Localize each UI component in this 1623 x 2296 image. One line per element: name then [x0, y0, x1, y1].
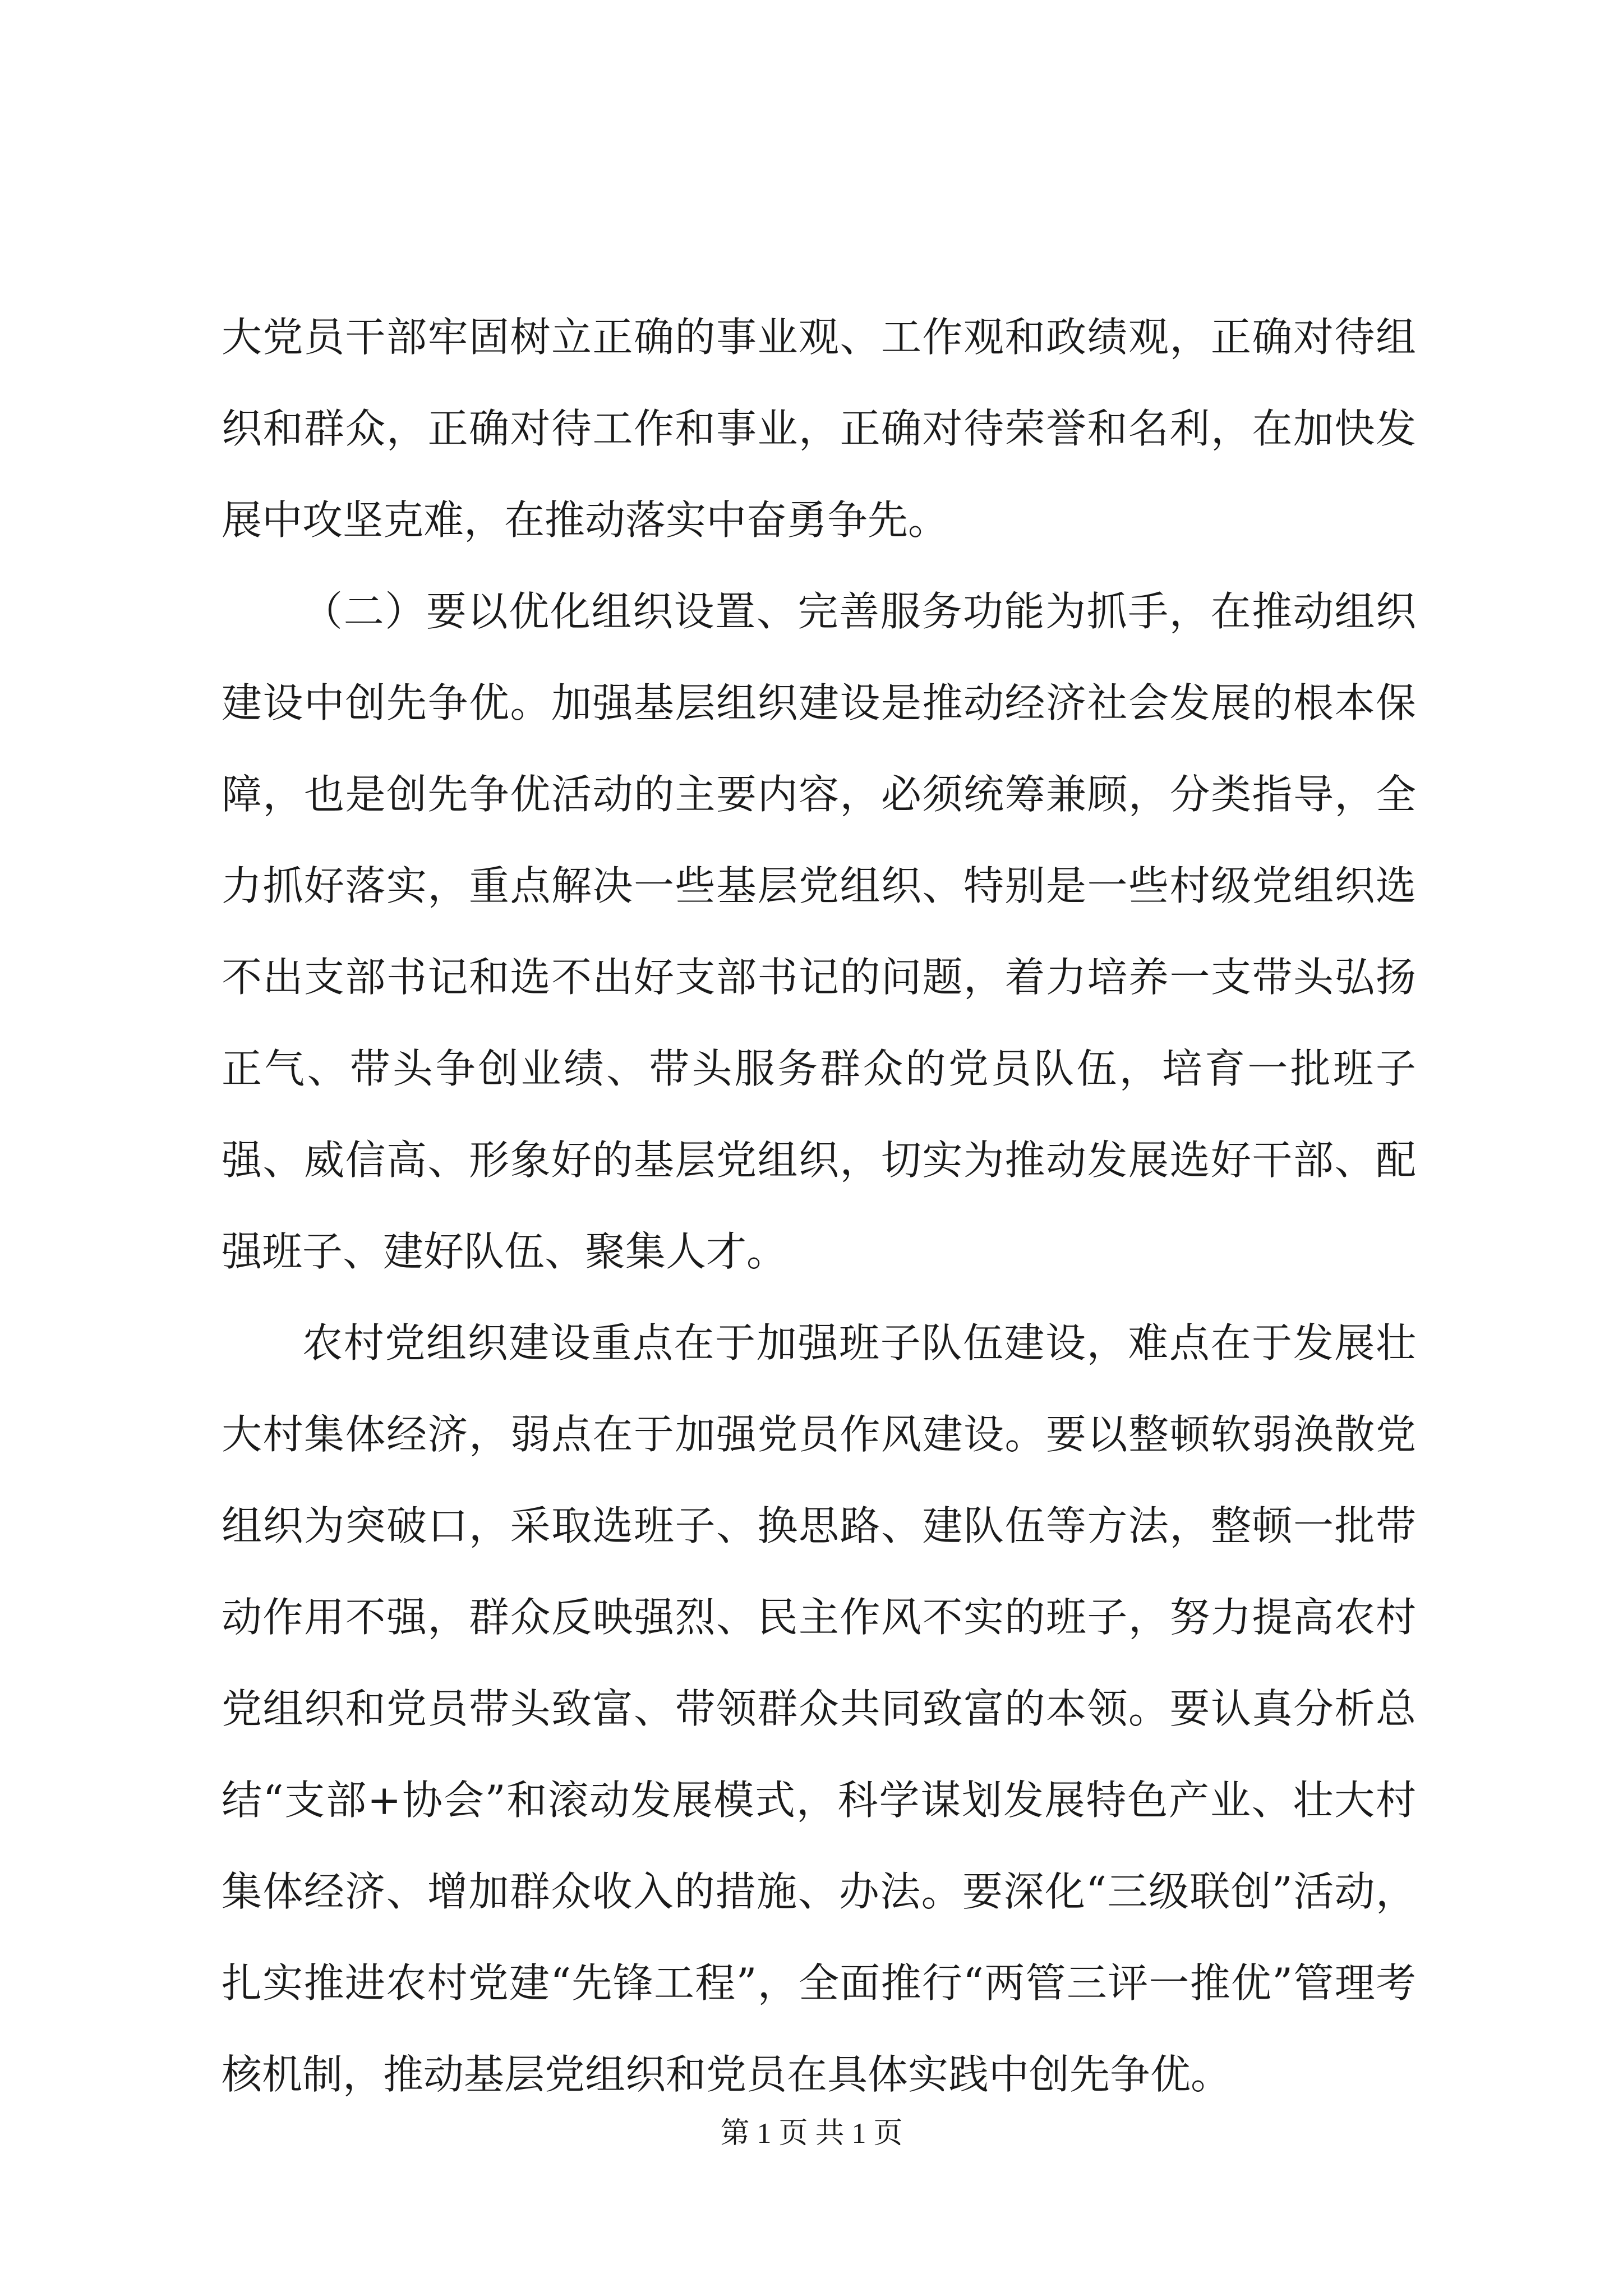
document-body: [222, 292, 1416, 2120]
paragraph-rural-party: 农村党组织建设重点在于加强班子队伍建设，难点在于发展壮大村集体经济，弱点在于加强党员作风建设。要以整顿软弱涣散党组织为突破口，采取选班子、换思路、建队伍等方法，整顿一批带动作用不强，群众反映强烈、民主作风不实的班子，努力提高农村党组织和党员带头致富、带领群众共同致富的本领。要认真分析总结“支部+协会”和滚动发展模式，科学谋划发展特色产业、壮大村集体经济、增加群众收入的措施、办法。要深化“三级联创”活动，扎实推进农村党建“先锋工程”，全面推行“两管三评一推优”管理考核机制，推动基层党组织和党员在具体实践中创先争优。: [222, 1319, 1416, 2098]
page-number-footer: 第 1 页 共 1 页: [720, 2118, 903, 2150]
paragraph-continuation: 大党员干部牢固树立正确的事业观、工作观和政绩观，正确对待组织和群众，正确对待工作和事业，正确对待荣誉和名利，在加快发展中攻坚克难，在推动落实中奋勇争先。: [222, 314, 1416, 544]
paragraph-section-two: （二）要以优化组织设置、完善服务功能为抓手，在推动组织建设中创先争优。加强基层组织建设是推动经济社会发展的根本保障，也是创先争优活动的主要内容，必须统筹兼顾，分类指导，全力抓好落实，重点解决一些基层党组织、特别是一些村级党组织选不出支部书记和选不出好支部书记的问题，着力培养一支带头弘扬正气、带头争创业绩、带头服务群众的党员队伍，培育一批班子强、威信高、形象好的基层党组织，切实为推动发展选好干部、配强班子、建好队伍、聚集人才。: [222, 588, 1416, 1275]
